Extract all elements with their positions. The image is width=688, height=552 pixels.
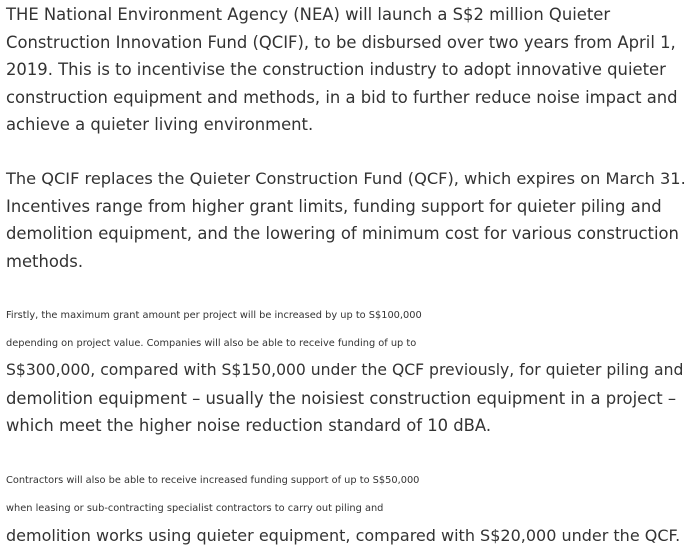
- text-line: Incentives range from higher grant limits, funding support for quieter piling and: [6, 196, 662, 216]
- text-line: Firstly, the maximum grant amount per project will be increased by up to S$100,000: [6, 310, 422, 321]
- text-line: Contractors will also be able to receive increased funding support of up to S$50,000: [6, 475, 420, 486]
- text-line: construction equipment and methods, in a bid to further reduce noise impact and: [6, 87, 678, 107]
- text-line: which meet the higher noise reduction standard of 10 dBA.: [6, 416, 492, 436]
- paragraph-grant-increase: [6, 302, 683, 440]
- text-line: S$300,000, compared with S$150,000 under the QCF previously, for quieter piling and: [6, 361, 684, 380]
- paragraph-qcif-replaces-qcf: [6, 165, 686, 275]
- paragraph-contractor-support: [6, 467, 680, 550]
- text-line: demolition equipment, and the lowering of minimum cost for various construction: [6, 224, 679, 244]
- paragraph-nea-fund-launch: [6, 1, 678, 139]
- text-line: depending on project value. Companies will also be able to receive funding of up to: [6, 337, 417, 349]
- text-line: when leasing or sub-contracting specialist contractors to carry out piling and: [6, 502, 384, 514]
- text-line: THE National Environment Agency (NEA) will launch a S$2 million Quieter: [6, 5, 611, 24]
- text-line: methods.: [6, 251, 84, 271]
- text-line: demolition equipment – usually the noisiest construction equipment in a project –: [6, 388, 677, 408]
- text-line: The QCIF replaces the Quieter Construction Fund (QCF), which expires on March 31.: [6, 169, 686, 188]
- text-line: achieve a quieter living environment.: [6, 115, 314, 135]
- text-line: demolition works using quieter equipment, compared with S$20,000 under the QCF.: [6, 526, 681, 546]
- text-line: Construction Innovation Fund (QCIF), to be disbursed over two years from April 1,: [6, 32, 676, 52]
- text-line: 2019. This is to incentivise the construction industry to adopt innovative quieter: [6, 60, 666, 80]
